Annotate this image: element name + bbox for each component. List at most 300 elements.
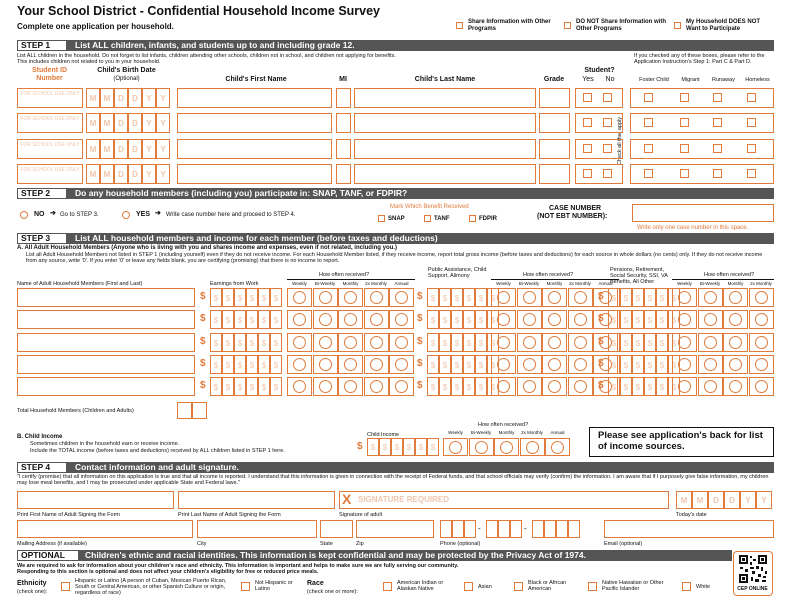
date-cell[interactable]: M (692, 491, 708, 509)
income-digit-cell[interactable]: $ (463, 333, 475, 352)
birthdate-cell[interactable]: D (114, 164, 128, 184)
child-first-name-input[interactable] (177, 88, 332, 108)
income-digit-cell[interactable]: $ (246, 310, 258, 329)
frequency-radio[interactable] (497, 291, 510, 304)
income-digit-cell[interactable]: $ (234, 377, 246, 396)
income-digit-cell[interactable]: $ (475, 288, 487, 307)
frequency-radio[interactable] (370, 291, 383, 304)
frequency-radio[interactable] (293, 336, 306, 349)
frequency-radio[interactable] (395, 358, 408, 371)
how-often-rule (491, 279, 619, 280)
frequency-radio[interactable] (497, 336, 510, 349)
black-checkbox[interactable] (514, 582, 523, 591)
runaway-checkbox[interactable] (713, 144, 722, 153)
income-digit-cell[interactable]: $ (246, 377, 258, 396)
birthdate-cell[interactable]: D (114, 88, 128, 108)
income-digit-cell[interactable]: $ (210, 377, 222, 396)
grade-input[interactable] (539, 164, 570, 184)
income-digit-cell[interactable]: $ (644, 377, 656, 396)
income-digit-cell[interactable]: $ (620, 288, 632, 307)
income-digit-cell[interactable]: $ (451, 310, 463, 329)
student-yes-checkbox[interactable] (583, 144, 592, 153)
income-digit-cell[interactable]: $ (608, 377, 620, 396)
income-digit-cell[interactable]: $ (632, 333, 644, 352)
frequency-radio[interactable] (497, 313, 510, 326)
date-cell[interactable]: M (676, 491, 692, 509)
income-digit-cell[interactable]: $ (270, 288, 282, 307)
income-digit-cell[interactable]: $ (451, 333, 463, 352)
student-yes-checkbox[interactable] (583, 93, 592, 102)
income-digit-cell[interactable]: $ (258, 288, 270, 307)
child-first-name-input[interactable] (177, 113, 332, 133)
not-hispanic-checkbox[interactable] (241, 582, 250, 591)
income-digit-cell[interactable]: $ (632, 288, 644, 307)
frequency-radio[interactable] (704, 380, 717, 393)
case-number-input[interactable] (632, 204, 774, 222)
frequency-radio[interactable] (497, 380, 510, 393)
income-digit-cell[interactable]: $ (451, 355, 463, 374)
income-digit-cell[interactable]: $ (258, 355, 270, 374)
student-no-checkbox[interactable] (603, 144, 612, 153)
frequency-radio[interactable] (729, 358, 742, 371)
frequency-radio[interactable] (319, 291, 332, 304)
birthdate-cell[interactable]: M (100, 88, 114, 108)
income-digit-cell[interactable]: $ (222, 377, 234, 396)
first-name-label: Print First Name of Adult Signing the Form (17, 512, 121, 518)
frequency-radio[interactable] (523, 380, 536, 393)
birthdate-cell[interactable]: Y (142, 88, 156, 108)
phone-digit-cell[interactable] (556, 520, 568, 538)
homeless-checkbox[interactable] (747, 144, 756, 153)
child-last-name-input[interactable] (354, 164, 536, 184)
frequency-radio[interactable] (319, 313, 332, 326)
frequency-radio[interactable] (449, 441, 462, 454)
income-digit-cell[interactable]: $ (403, 438, 415, 456)
income-digit-cell[interactable]: $ (427, 310, 439, 329)
date-cell[interactable]: Y (756, 491, 772, 509)
total-members-digit-1[interactable] (177, 402, 192, 419)
income-digit-cell[interactable]: $ (475, 333, 487, 352)
income-digit-cell[interactable]: $ (234, 333, 246, 352)
frequency-radio[interactable] (500, 441, 513, 454)
runaway-checkbox[interactable] (713, 118, 722, 127)
frequency-radio[interactable] (678, 313, 691, 326)
frequency-radio[interactable] (344, 336, 357, 349)
frequency-radio[interactable] (395, 313, 408, 326)
income-digit-cell[interactable]: $ (270, 377, 282, 396)
birthdate-cell[interactable]: D (128, 88, 142, 108)
birthdate-cell[interactable]: M (86, 164, 100, 184)
step2-number: STEP 2 (17, 188, 67, 199)
frequency-radio[interactable] (551, 441, 564, 454)
frequency-radio[interactable] (755, 291, 768, 304)
birthdate-cell[interactable]: M (100, 113, 114, 133)
runaway-checkbox[interactable] (713, 93, 722, 102)
income-digit-cell[interactable]: $ (222, 355, 234, 374)
asian-checkbox[interactable] (464, 582, 473, 591)
runaway-checkbox[interactable] (713, 169, 722, 178)
frequency-label: Monthly (727, 281, 744, 286)
income-digit-cell[interactable]: $ (463, 288, 475, 307)
child-mi-input[interactable] (336, 139, 351, 159)
frequency-radio[interactable] (344, 291, 357, 304)
not-participate-label: My Household DOES NOT Want to Participate (686, 19, 761, 32)
adult-name-input[interactable] (17, 333, 195, 352)
birthdate-cell[interactable]: Y (142, 113, 156, 133)
frequency-radio[interactable] (548, 380, 561, 393)
income-digit-cell[interactable]: $ (608, 355, 620, 374)
student-no-checkbox[interactable] (603, 169, 612, 178)
income-digit-cell[interactable]: $ (668, 377, 680, 396)
frequency-label: Bi-Weekly (518, 281, 540, 286)
birthdate-cell[interactable]: Y (156, 139, 170, 159)
income-digit-cell[interactable]: $ (463, 355, 475, 374)
grade-input[interactable] (539, 113, 570, 133)
frequency-radio[interactable] (395, 291, 408, 304)
income-digit-cell[interactable]: $ (463, 377, 475, 396)
homeless-checkbox[interactable] (747, 93, 756, 102)
income-digit-cell[interactable]: $ (644, 310, 656, 329)
frequency-radio[interactable] (526, 441, 539, 454)
first-name-input[interactable] (17, 491, 174, 509)
frequency-radio[interactable] (548, 291, 561, 304)
adult-name-input[interactable] (17, 355, 195, 374)
homeless-checkbox[interactable] (747, 169, 756, 178)
income-digit-cell[interactable]: $ (439, 355, 451, 374)
hispanic-checkbox[interactable] (61, 582, 70, 591)
child-first-name-input[interactable] (177, 164, 332, 184)
frequency-radio[interactable] (729, 313, 742, 326)
step1-instruction-2: This includes children not related to you in your household. (17, 59, 161, 65)
phone-digit-cell[interactable] (440, 520, 452, 538)
income-digit-cell[interactable]: $ (668, 333, 680, 352)
child-mi-input[interactable] (336, 113, 351, 133)
income-digit-cell[interactable]: $ (487, 377, 499, 396)
phone-digit-cell[interactable] (544, 520, 556, 538)
foster-checkbox[interactable] (644, 93, 653, 102)
income-digit-cell[interactable]: $ (668, 355, 680, 374)
student-no-checkbox[interactable] (603, 93, 612, 102)
hawaiian-label: Native Hawaiian or Other Pacific Islander (602, 580, 664, 593)
income-digit-cell[interactable]: $ (439, 333, 451, 352)
grade-input[interactable] (539, 139, 570, 159)
income-digit-cell[interactable]: $ (656, 310, 668, 329)
income-digit-cell[interactable]: $ (210, 310, 222, 329)
phone-digit-cell[interactable] (498, 520, 510, 538)
frequency-radio[interactable] (293, 291, 306, 304)
frequency-radio[interactable] (678, 336, 691, 349)
income-digit-cell[interactable]: $ (367, 438, 379, 456)
step2-no-label: NO (34, 211, 45, 218)
address-input[interactable] (17, 520, 193, 538)
date-cell[interactable]: D (708, 491, 724, 509)
frequency-radio[interactable] (523, 291, 536, 304)
birthdate-cell[interactable]: Y (156, 88, 170, 108)
frequency-radio[interactable] (678, 380, 691, 393)
frequency-radio[interactable] (395, 380, 408, 393)
frequency-radio[interactable] (574, 291, 587, 304)
income-digit-cell[interactable]: $ (656, 377, 668, 396)
income-digit-cell[interactable]: $ (234, 355, 246, 374)
income-digit-cell[interactable]: $ (608, 288, 620, 307)
frequency-radio[interactable] (704, 291, 717, 304)
child-last-name-input[interactable] (354, 113, 536, 133)
child-mi-input[interactable] (336, 164, 351, 184)
frequency-radio[interactable] (344, 313, 357, 326)
frequency-radio[interactable] (344, 380, 357, 393)
frequency-radio[interactable] (370, 313, 383, 326)
frequency-radio[interactable] (523, 336, 536, 349)
birthdate-cell[interactable]: Y (142, 139, 156, 159)
city-input[interactable] (197, 520, 317, 538)
child-mi-input[interactable] (336, 88, 351, 108)
dollar-sign: $ (417, 380, 423, 391)
income-digit-cell[interactable]: $ (234, 310, 246, 329)
adult-name-input[interactable] (17, 310, 195, 329)
income-digit-cell[interactable]: $ (644, 355, 656, 374)
adult-name-input[interactable] (17, 288, 195, 307)
migrant-checkbox[interactable] (680, 169, 689, 178)
income-digit-cell[interactable]: $ (427, 438, 439, 456)
tanf-checkbox[interactable] (424, 215, 431, 222)
income-digit-cell[interactable]: $ (656, 288, 668, 307)
birthdate-cell[interactable]: M (86, 113, 100, 133)
income-digit-cell[interactable]: $ (668, 310, 680, 329)
frequency-radio[interactable] (523, 313, 536, 326)
frequency-radio[interactable] (548, 336, 561, 349)
child-first-name-input[interactable] (177, 139, 332, 159)
income-digit-cell[interactable]: $ (632, 377, 644, 396)
income-digit-cell[interactable]: $ (427, 377, 439, 396)
income-digit-cell[interactable]: $ (258, 310, 270, 329)
income-digit-cell[interactable]: $ (463, 310, 475, 329)
frequency-radio[interactable] (395, 336, 408, 349)
income-digit-cell[interactable]: $ (620, 333, 632, 352)
step3-bar (17, 233, 774, 244)
frequency-radio[interactable] (574, 358, 587, 371)
frequency-radio[interactable] (755, 336, 768, 349)
frequency-radio[interactable] (548, 313, 561, 326)
income-digit-cell[interactable]: $ (222, 288, 234, 307)
adult-name-input[interactable] (17, 377, 195, 396)
step2-no-text: Go to STEP 3. (60, 212, 99, 218)
frequency-radio[interactable] (475, 441, 488, 454)
birthdate-cell[interactable]: D (114, 139, 128, 159)
student-yes-checkbox[interactable] (583, 169, 592, 178)
frequency-radio[interactable] (523, 358, 536, 371)
phone-digit-cell[interactable] (532, 520, 544, 538)
frequency-radio[interactable] (319, 336, 332, 349)
income-digit-cell[interactable]: $ (210, 333, 222, 352)
phone-digit-cell[interactable] (464, 520, 476, 538)
date-cell[interactable]: D (724, 491, 740, 509)
income-digit-cell[interactable]: $ (246, 333, 258, 352)
income-digit-cell[interactable]: $ (210, 288, 222, 307)
frequency-radio[interactable] (370, 380, 383, 393)
student-yes-checkbox[interactable] (583, 118, 592, 127)
fdpir-checkbox[interactable] (469, 215, 476, 222)
frequency-radio[interactable] (755, 380, 768, 393)
foster-checkbox[interactable] (644, 169, 653, 178)
income-digit-cell[interactable]: $ (620, 377, 632, 396)
birthdate-cell[interactable]: M (86, 139, 100, 159)
income-digit-cell[interactable]: $ (620, 310, 632, 329)
adult-members-title: A. All Adult Household Members (Anyone who is living with you and shares income and expenses, even if not related, including you.) (17, 245, 397, 251)
income-digit-cell[interactable]: $ (258, 377, 270, 396)
step4-number: STEP 4 (17, 462, 67, 473)
birthdate-cell[interactable]: M (100, 139, 114, 159)
frequency-radio[interactable] (293, 380, 306, 393)
frequency-radio[interactable] (729, 336, 742, 349)
foster-checkbox[interactable] (644, 118, 653, 127)
migrant-checkbox[interactable] (680, 144, 689, 153)
date-cell[interactable]: Y (740, 491, 756, 509)
income-digit-cell[interactable]: $ (620, 355, 632, 374)
income-digit-cell[interactable]: $ (210, 355, 222, 374)
income-digit-cell[interactable]: $ (427, 333, 439, 352)
income-digit-cell[interactable]: $ (656, 333, 668, 352)
cep-online-label: CEP ONLINE (737, 586, 768, 592)
birthdate-cell[interactable]: Y (142, 164, 156, 184)
step2-yes-label: YES (136, 211, 151, 218)
income-digit-cell[interactable]: $ (415, 438, 427, 456)
income-digit-cell[interactable]: $ (487, 333, 499, 352)
frequency-radio[interactable] (370, 358, 383, 371)
hawaiian-checkbox[interactable] (588, 582, 597, 591)
frequency-radio[interactable] (370, 336, 383, 349)
birthdate-cell[interactable]: M (86, 88, 100, 108)
income-digit-cell[interactable]: $ (258, 333, 270, 352)
frequency-radio[interactable] (678, 358, 691, 371)
frequency-radio[interactable] (574, 313, 587, 326)
income-digit-cell[interactable]: $ (234, 288, 246, 307)
share-info-checkbox[interactable] (456, 22, 463, 29)
child-last-name-input[interactable] (354, 139, 536, 159)
frequency-radio[interactable] (293, 313, 306, 326)
grade-input[interactable] (539, 88, 570, 108)
frequency-radio[interactable] (704, 313, 717, 326)
birthdate-cell[interactable]: M (100, 164, 114, 184)
frequency-radio[interactable] (678, 291, 691, 304)
income-digit-cell[interactable]: $ (668, 288, 680, 307)
phone-digit-cell[interactable] (510, 520, 522, 538)
frequency-radio[interactable] (729, 380, 742, 393)
step2-title: Do any household members (including you) participate in: SNAP, TANF, or FDPIR? (75, 188, 408, 198)
income-digit-cell[interactable]: $ (608, 333, 620, 352)
income-digit-cell[interactable]: $ (246, 355, 258, 374)
income-digit-cell[interactable]: $ (270, 333, 282, 352)
income-digit-cell[interactable]: $ (475, 310, 487, 329)
snap-checkbox[interactable] (378, 215, 385, 222)
income-digit-cell[interactable]: $ (475, 377, 487, 396)
phone-digit-cell[interactable] (452, 520, 464, 538)
child-last-name-input[interactable] (354, 88, 536, 108)
frequency-radio[interactable] (319, 380, 332, 393)
zip-input[interactable] (356, 520, 434, 538)
income-digit-cell[interactable]: $ (439, 310, 451, 329)
frequency-radio[interactable] (729, 291, 742, 304)
public-assist-header: Public Assistance, Child Support, Alimony (428, 267, 487, 280)
birthdate-cell[interactable]: D (128, 139, 142, 159)
no-share-info-checkbox[interactable] (564, 22, 571, 29)
total-members-digit-2[interactable] (192, 402, 207, 419)
income-digit-cell[interactable]: $ (475, 355, 487, 374)
income-digit-cell[interactable]: $ (644, 288, 656, 307)
frequency-radio[interactable] (704, 358, 717, 371)
income-digit-cell[interactable]: $ (632, 310, 644, 329)
birthdate-cell[interactable]: Y (156, 164, 170, 184)
income-digit-cell[interactable]: $ (270, 310, 282, 329)
frequency-radio[interactable] (319, 358, 332, 371)
foster-checkbox[interactable] (644, 144, 653, 153)
school-use-label: FOR SCHOOL USE ONLY (20, 91, 80, 97)
income-digit-cell[interactable]: $ (246, 288, 258, 307)
income-digit-cell[interactable]: $ (451, 377, 463, 396)
income-digit-cell[interactable]: $ (656, 355, 668, 374)
birthdate-cell[interactable]: D (114, 113, 128, 133)
homeless-checkbox[interactable] (747, 118, 756, 127)
birthdate-cell[interactable]: D (128, 113, 142, 133)
migrant-checkbox[interactable] (680, 118, 689, 127)
frequency-radio[interactable] (755, 313, 768, 326)
frequency-radio[interactable] (755, 358, 768, 371)
step2-no-radio[interactable] (20, 211, 28, 219)
income-digit-cell[interactable]: $ (451, 288, 463, 307)
income-digit-cell[interactable]: $ (270, 355, 282, 374)
income-digit-cell[interactable]: $ (222, 310, 234, 329)
black-label: Black or African American (528, 580, 567, 593)
income-digit-cell[interactable]: $ (439, 377, 451, 396)
white-label: White (696, 584, 711, 590)
last-name-input[interactable] (178, 491, 335, 509)
step1-title: List ALL children, infants, and students up to and including grade 12. (75, 40, 355, 50)
income-digit-cell[interactable]: $ (439, 288, 451, 307)
race-label: Race (307, 580, 324, 587)
income-digit-cell[interactable]: $ (222, 333, 234, 352)
income-digit-cell[interactable]: $ (644, 333, 656, 352)
income-digit-cell[interactable]: $ (379, 438, 391, 456)
white-checkbox[interactable] (682, 582, 691, 591)
frequency-radio[interactable] (548, 358, 561, 371)
student-no-checkbox[interactable] (603, 118, 612, 127)
not-participate-checkbox[interactable] (674, 22, 681, 29)
income-digit-cell[interactable]: $ (487, 288, 499, 307)
income-digit-cell[interactable]: $ (632, 355, 644, 374)
income-digit-cell[interactable]: $ (427, 355, 439, 374)
child-income-instruction-1: Sometimes children in the household earn or receive income. (30, 441, 180, 447)
frequency-radio[interactable] (344, 358, 357, 371)
frequency-radio[interactable] (574, 336, 587, 349)
frequency-radio[interactable] (574, 380, 587, 393)
frequency-radio[interactable] (704, 336, 717, 349)
income-digit-cell[interactable]: $ (391, 438, 403, 456)
birthdate-cell[interactable]: Y (156, 113, 170, 133)
american-indian-checkbox[interactable] (383, 582, 392, 591)
income-digit-cell[interactable]: $ (427, 288, 439, 307)
frequency-radio[interactable] (497, 358, 510, 371)
birthdate-cell[interactable]: D (128, 164, 142, 184)
phone-digit-cell[interactable] (486, 520, 498, 538)
income-digit-cell[interactable]: $ (487, 310, 499, 329)
migrant-checkbox[interactable] (680, 93, 689, 102)
phone-digit-cell[interactable] (568, 520, 580, 538)
income-digit-cell[interactable]: $ (487, 355, 499, 374)
state-input[interactable] (320, 520, 353, 538)
frequency-radio[interactable] (293, 358, 306, 371)
step2-yes-radio[interactable] (122, 211, 130, 219)
income-digit-cell[interactable]: $ (608, 310, 620, 329)
email-input[interactable] (604, 520, 774, 538)
